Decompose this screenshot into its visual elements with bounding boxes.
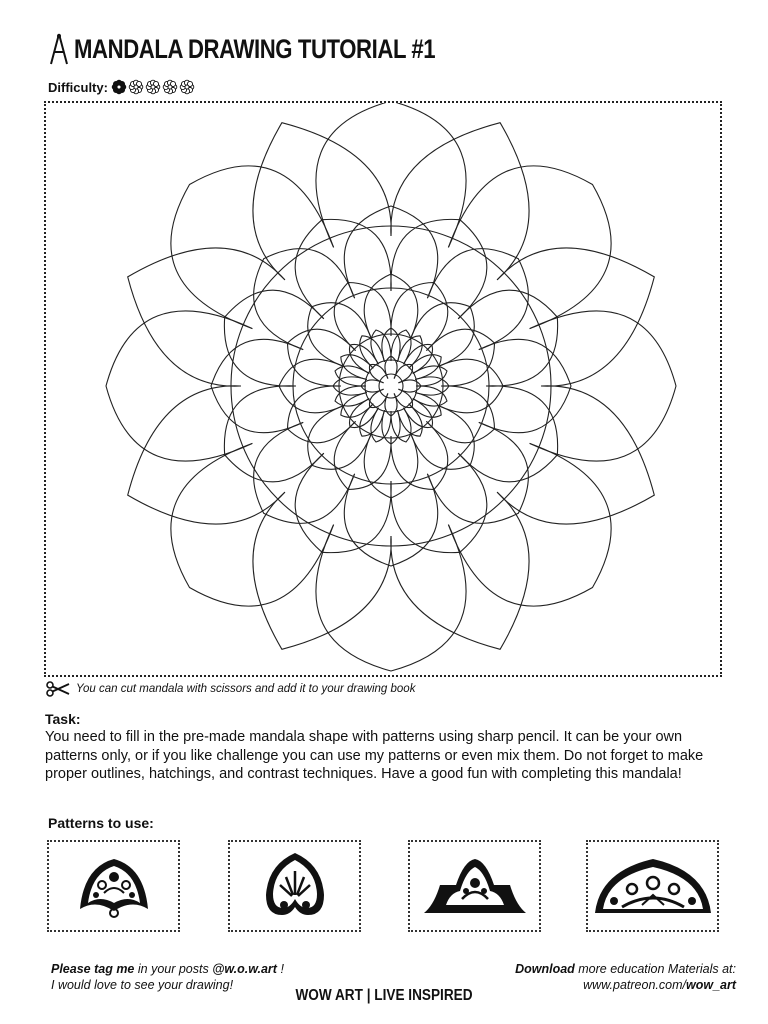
cut-note-text: You can cut mandala with scissors and add it to your drawing book	[76, 683, 416, 695]
outer-petal	[171, 166, 334, 329]
pattern-card	[228, 840, 361, 932]
tag-end: !	[276, 962, 284, 976]
brand-tagline: WOW ART | LIVE INSPIRED	[295, 987, 473, 1004]
middle-petal	[458, 290, 557, 386]
outer-petal-back	[128, 386, 285, 524]
middle-petal	[295, 453, 391, 552]
patterns-label: Patterns to use:	[48, 815, 154, 831]
tag-handle: @w.o.w.art	[212, 962, 277, 976]
mandala-ring	[365, 360, 417, 412]
flower-icon	[111, 79, 127, 95]
flower-icon	[145, 79, 161, 95]
pattern-card	[586, 840, 719, 932]
cut-note	[46, 681, 415, 697]
difficulty-flowers	[111, 79, 195, 95]
mandala-frame	[44, 101, 722, 677]
middle-petal	[458, 386, 557, 482]
page-title: MANDALA DRAWING TUTORIAL #1	[74, 33, 436, 64]
mandala-center	[379, 374, 403, 398]
pattern-dome-icon	[420, 855, 530, 917]
difficulty-rating	[48, 79, 195, 95]
middle-petal	[391, 453, 487, 552]
middle-petal	[254, 249, 355, 350]
tag-line2: I would love to see your drawing!	[51, 978, 234, 992]
outer-petal-back	[497, 386, 654, 524]
url-prefix: www.patreon.com/	[583, 978, 686, 992]
download-bold: Download	[515, 962, 575, 976]
middle-petal	[391, 219, 487, 318]
pattern-arch-icon	[74, 853, 154, 919]
middle-petal	[224, 386, 323, 482]
download-rest: more education Materials at:	[574, 962, 736, 976]
outer-petal-back	[128, 248, 285, 386]
title-row	[48, 32, 515, 66]
outer-petal-back	[253, 492, 391, 649]
middle-petal	[224, 290, 323, 386]
outer-petal	[448, 443, 611, 606]
difficulty-label: Difficulty:	[48, 79, 108, 95]
task-text: You need to fill in the pre-made mandala shape with patterns using sharp pencil. It can be your own patterns only, or if you like challenge you can use my patterns or even mix them. Do not forget to make proper outlines, hatchings, and contrast techniques. Have a good fun with completing this mandala!	[45, 729, 704, 782]
pattern-wide-arch-icon	[592, 855, 714, 917]
middle-petal	[427, 422, 528, 523]
tag-mid: in your posts	[134, 962, 213, 976]
pattern-heart-icon	[260, 849, 330, 923]
middle-petal	[427, 249, 528, 350]
mandala-ring	[339, 334, 443, 438]
tag-bold: Please tag me	[51, 962, 135, 976]
scissors-icon	[46, 681, 70, 697]
outer-petal-back	[391, 492, 529, 649]
compass-icon	[48, 32, 70, 66]
middle-petal	[295, 219, 391, 318]
flower-icon	[128, 79, 144, 95]
outer-petal-back	[253, 123, 391, 280]
outer-petal	[171, 443, 334, 606]
mandala-drawing	[46, 103, 720, 675]
outer-petal-back	[497, 248, 654, 386]
pattern-card	[408, 840, 541, 932]
url-bold: wow_art	[685, 978, 736, 992]
flower-icon	[162, 79, 178, 95]
middle-petal	[254, 422, 355, 523]
outer-petal	[448, 166, 611, 329]
outer-petal-back	[391, 123, 529, 280]
flower-icon	[179, 79, 195, 95]
task-label: Task:	[45, 711, 81, 727]
pattern-card	[47, 840, 180, 932]
